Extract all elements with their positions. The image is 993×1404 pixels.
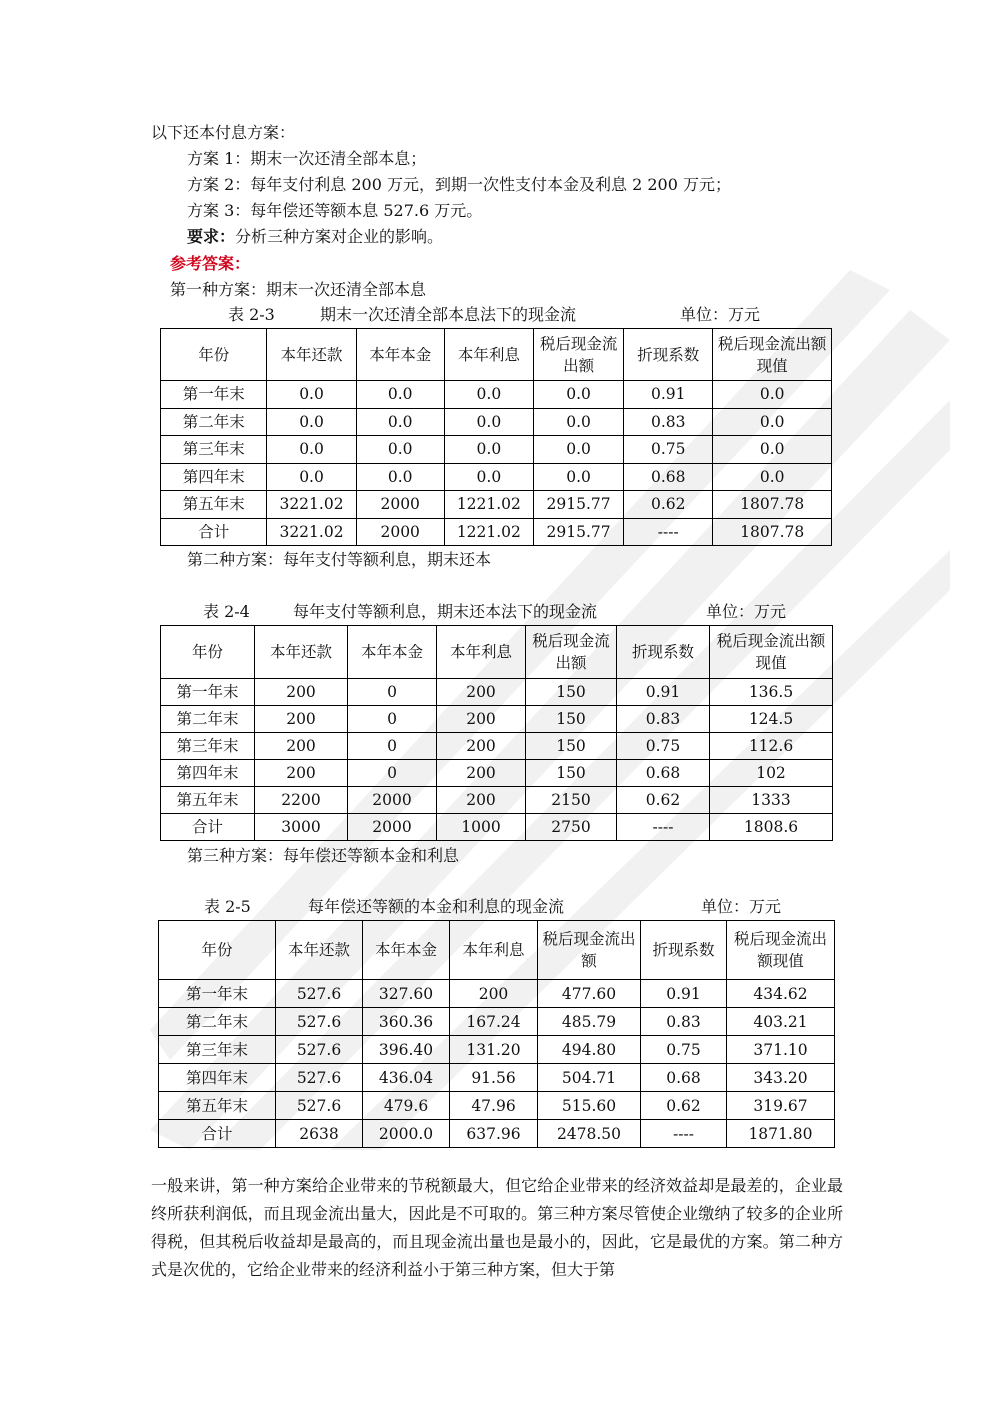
table-cell: 第二年末 — [161, 408, 267, 436]
table-cell: 479.6 — [363, 1092, 450, 1120]
table-cell: 327.60 — [363, 980, 450, 1008]
table-cell: 2915.77 — [533, 491, 623, 519]
table-cell: 0 — [348, 706, 437, 733]
table-cell: 0.0 — [533, 436, 623, 464]
table-cell: 1333 — [710, 787, 833, 814]
table-header-row — [161, 626, 833, 679]
table-cell: 0.62 — [617, 787, 710, 814]
table-row — [159, 1008, 835, 1036]
table-cell: 0.68 — [624, 463, 713, 491]
header-cell: 税后现金流出额现值 — [727, 921, 835, 980]
table-cell: 0.83 — [641, 1008, 727, 1036]
table-row — [161, 463, 832, 491]
table-cell: 102 — [710, 760, 833, 787]
table-2-5 — [158, 920, 835, 1148]
table-cell: 200 — [437, 787, 526, 814]
table-cell: 第二年末 — [159, 1008, 276, 1036]
table-cell: 0.91 — [641, 980, 727, 1008]
table-cell: 合计 — [161, 518, 267, 546]
table-cell: 0.75 — [641, 1036, 727, 1064]
table-cell: 第五年末 — [161, 491, 267, 519]
table-cell: 合计 — [161, 814, 255, 841]
table-cell: 200 — [255, 706, 348, 733]
table-cell: 371.10 — [727, 1036, 835, 1064]
table-row — [159, 1120, 835, 1148]
table-row — [161, 518, 832, 546]
section2-caption-title: 每年支付等额利息，期末还本法下的现金流 — [293, 602, 598, 621]
section1-caption-unit: 单位：万元 — [680, 305, 761, 324]
table-row — [161, 491, 832, 519]
table-cell: 0.0 — [444, 381, 533, 409]
section3-heading: 第三种方案：每年偿还等额本金和利息 — [187, 846, 460, 865]
table-row — [159, 1064, 835, 1092]
section3-caption-number: 表 2-5 — [204, 897, 251, 916]
table-row — [161, 787, 833, 814]
table-cell: 131.20 — [450, 1036, 538, 1064]
table-row — [161, 436, 832, 464]
table-cell: 第三年末 — [161, 436, 267, 464]
header-cell: 税后现金流出额现值 — [710, 626, 833, 679]
table-cell: 0.83 — [617, 706, 710, 733]
table-cell: 0.0 — [533, 408, 623, 436]
header-cell: 税后现金流出额 — [526, 626, 617, 679]
header-cell: 年份 — [161, 626, 255, 679]
header-cell: 本年利息 — [450, 921, 538, 980]
table-row — [161, 814, 833, 841]
table-cell: 0 — [348, 679, 437, 706]
table-cell: 200 — [437, 733, 526, 760]
table-cell: 150 — [526, 733, 617, 760]
section1-caption-number: 表 2-3 — [228, 305, 275, 324]
table-cell: 527.6 — [276, 1008, 363, 1036]
table-cell: 第四年末 — [161, 463, 267, 491]
header-cell: 折现系数 — [624, 329, 713, 381]
table-cell: 0.75 — [617, 733, 710, 760]
table-cell: 436.04 — [363, 1064, 450, 1092]
table-cell: 343.20 — [727, 1064, 835, 1092]
table-cell: 0.0 — [267, 436, 356, 464]
table-cell: 0.0 — [533, 463, 623, 491]
table-2-3 — [160, 328, 832, 546]
table-cell: 1221.02 — [444, 518, 533, 546]
table-row — [159, 980, 835, 1008]
table-cell: 0.0 — [267, 381, 356, 409]
intro-text: 以下还本付息方案： — [151, 123, 296, 142]
section1-caption-title: 期末一次还清全部本息法下的现金流 — [320, 305, 577, 324]
table-cell: 第一年末 — [161, 679, 255, 706]
table-cell: 200 — [437, 679, 526, 706]
header-cell: 本年还款 — [267, 329, 356, 381]
table-cell: 527.6 — [276, 1092, 363, 1120]
table-cell: 2200 — [255, 787, 348, 814]
plan-2-text: 方案 2：每年支付利息 200 万元，到期一次性支付本金及利息 2 200 万元； — [187, 175, 731, 194]
table-cell: 2915.77 — [533, 518, 623, 546]
table-cell: 200 — [255, 733, 348, 760]
table-cell: 2000.0 — [363, 1120, 450, 1148]
table-cell: 0.91 — [617, 679, 710, 706]
table-cell: ---- — [617, 814, 710, 841]
section1-heading: 第一种方案：期末一次还清全部本息 — [170, 280, 427, 299]
table-cell: ---- — [624, 518, 713, 546]
table-cell: 合计 — [159, 1120, 276, 1148]
table-cell: 1808.6 — [710, 814, 833, 841]
table-cell: 47.96 — [450, 1092, 538, 1120]
table-cell: 167.24 — [450, 1008, 538, 1036]
table-cell: 200 — [255, 679, 348, 706]
table-cell: 0.0 — [713, 463, 832, 491]
header-cell: 本年利息 — [444, 329, 533, 381]
table-cell: 2000 — [356, 518, 444, 546]
table-cell: 0.68 — [617, 760, 710, 787]
table-cell: 200 — [437, 760, 526, 787]
table-cell: 0.0 — [356, 381, 444, 409]
table-cell: 112.6 — [710, 733, 833, 760]
table-cell: 第三年末 — [159, 1036, 276, 1064]
header-cell: 本年还款 — [255, 626, 348, 679]
table-cell: 494.80 — [538, 1036, 641, 1064]
header-cell: 年份 — [159, 921, 276, 980]
table-cell: ---- — [641, 1120, 727, 1148]
table-cell: 200 — [437, 706, 526, 733]
table-cell: 1807.78 — [713, 491, 832, 519]
table-header-row — [159, 921, 835, 980]
table-cell: 0.83 — [624, 408, 713, 436]
table-cell: 150 — [526, 679, 617, 706]
table-cell: 第四年末 — [161, 760, 255, 787]
table-cell: 477.60 — [538, 980, 641, 1008]
header-cell: 税后现金流出额 — [533, 329, 623, 381]
table-cell: 0.0 — [267, 408, 356, 436]
table-cell: 0.0 — [713, 381, 832, 409]
table-cell: 0 — [348, 760, 437, 787]
table-cell: 637.96 — [450, 1120, 538, 1148]
table-cell: 200 — [255, 760, 348, 787]
table-cell: 2000 — [348, 814, 437, 841]
table-row — [161, 408, 832, 436]
table-cell: 2638 — [276, 1120, 363, 1148]
table-cell: 527.6 — [276, 980, 363, 1008]
table-cell: 0.0 — [713, 408, 832, 436]
table-cell: 124.5 — [710, 706, 833, 733]
header-cell: 税后现金流出额现值 — [713, 329, 832, 381]
table-cell: 第五年末 — [161, 787, 255, 814]
table-cell: 485.79 — [538, 1008, 641, 1036]
table-cell: 0.91 — [624, 381, 713, 409]
table-row — [161, 679, 833, 706]
table-cell: 3221.02 — [267, 491, 356, 519]
section3-caption-unit: 单位：万元 — [701, 897, 782, 916]
table-cell: 0.0 — [356, 408, 444, 436]
table-cell: 150 — [526, 760, 617, 787]
table-cell: 0.75 — [624, 436, 713, 464]
header-cell: 本年还款 — [276, 921, 363, 980]
header-cell: 本年本金 — [356, 329, 444, 381]
table-cell: 2478.50 — [538, 1120, 641, 1148]
table-row — [161, 381, 832, 409]
table-cell: 504.71 — [538, 1064, 641, 1092]
header-cell: 本年本金 — [348, 626, 437, 679]
table-cell: 3000 — [255, 814, 348, 841]
table-cell: 527.6 — [276, 1036, 363, 1064]
table-cell: 0.0 — [356, 463, 444, 491]
table-row — [161, 760, 833, 787]
table-cell: 515.60 — [538, 1092, 641, 1120]
answer-label: 参考答案： — [170, 254, 251, 273]
table-cell: 136.5 — [710, 679, 833, 706]
header-cell: 年份 — [161, 329, 267, 381]
table-cell: 0.0 — [444, 436, 533, 464]
table-cell: 0.0 — [444, 408, 533, 436]
table-cell: 0.0 — [267, 463, 356, 491]
table-row — [159, 1036, 835, 1064]
table-cell: 360.36 — [363, 1008, 450, 1036]
section2-heading: 第二种方案：每年支付等额利息，期末还本 — [187, 550, 492, 569]
header-cell: 本年本金 — [363, 921, 450, 980]
table-cell: 0.0 — [356, 436, 444, 464]
header-cell: 折现系数 — [617, 626, 710, 679]
table-cell: 2000 — [348, 787, 437, 814]
section2-caption-unit: 单位：万元 — [706, 602, 787, 621]
table-cell: 200 — [450, 980, 538, 1008]
table-cell: 2750 — [526, 814, 617, 841]
table-cell: 第二年末 — [161, 706, 255, 733]
table-cell: 1871.80 — [727, 1120, 835, 1148]
table-2-4 — [160, 625, 833, 841]
table-cell: 0.62 — [624, 491, 713, 519]
table-row — [159, 1092, 835, 1120]
table-cell: 第四年末 — [159, 1064, 276, 1092]
table-cell: 0.68 — [641, 1064, 727, 1092]
table-cell: 第一年末 — [159, 980, 276, 1008]
table-row — [161, 706, 833, 733]
table-cell: 150 — [526, 706, 617, 733]
header-cell: 本年利息 — [437, 626, 526, 679]
table-cell: 91.56 — [450, 1064, 538, 1092]
table-cell: 0 — [348, 733, 437, 760]
requirement-label: 要求： — [187, 227, 236, 246]
table-row — [161, 733, 833, 760]
conclusion-paragraph: 一般来讲，第一种方案给企业带来的节税额最大，但它给企业带来的经济效益却是最差的，企业最终所获利润低，而且现金流出量大，因此是不可取的。第三种方案尽管使企业缴纳了较多的企业所得税，但其税后收益却是最高的，而且现金流出量也是最小的，因此，它是最优的方案。第二种方式是次优的，它给企业带来的经济利益小于第三种方案，但大于第 — [151, 1176, 843, 1279]
table-cell: 319.67 — [727, 1092, 835, 1120]
table-header-row — [161, 329, 832, 381]
table-cell: 0.0 — [533, 381, 623, 409]
plan-3-text: 方案 3：每年偿还等额本息 527.6 万元。 — [187, 201, 483, 220]
table-cell: 2150 — [526, 787, 617, 814]
section3-caption-title: 每年偿还等额的本金和利息的现金流 — [308, 897, 565, 916]
table-cell: 527.6 — [276, 1064, 363, 1092]
table-cell: 0.0 — [713, 436, 832, 464]
plan-1-text: 方案 1：期末一次还清全部本息； — [187, 149, 427, 168]
table-cell: 第一年末 — [161, 381, 267, 409]
table-cell: 第五年末 — [159, 1092, 276, 1120]
table-cell: 1221.02 — [444, 491, 533, 519]
table-cell: 3221.02 — [267, 518, 356, 546]
header-cell: 税后现金流出额 — [538, 921, 641, 980]
table-cell: 1000 — [437, 814, 526, 841]
table-cell: 2000 — [356, 491, 444, 519]
header-cell: 折现系数 — [641, 921, 727, 980]
requirement-text: 分析三种方案对企业的影响。 — [235, 227, 444, 246]
table-cell: 434.62 — [727, 980, 835, 1008]
table-cell: 第三年末 — [161, 733, 255, 760]
table-cell: 0.0 — [444, 463, 533, 491]
table-cell: 1807.78 — [713, 518, 832, 546]
table-cell: 403.21 — [727, 1008, 835, 1036]
table-cell: 0.62 — [641, 1092, 727, 1120]
table-cell: 396.40 — [363, 1036, 450, 1064]
section2-caption-number: 表 2-4 — [203, 602, 250, 621]
requirement — [187, 226, 443, 248]
